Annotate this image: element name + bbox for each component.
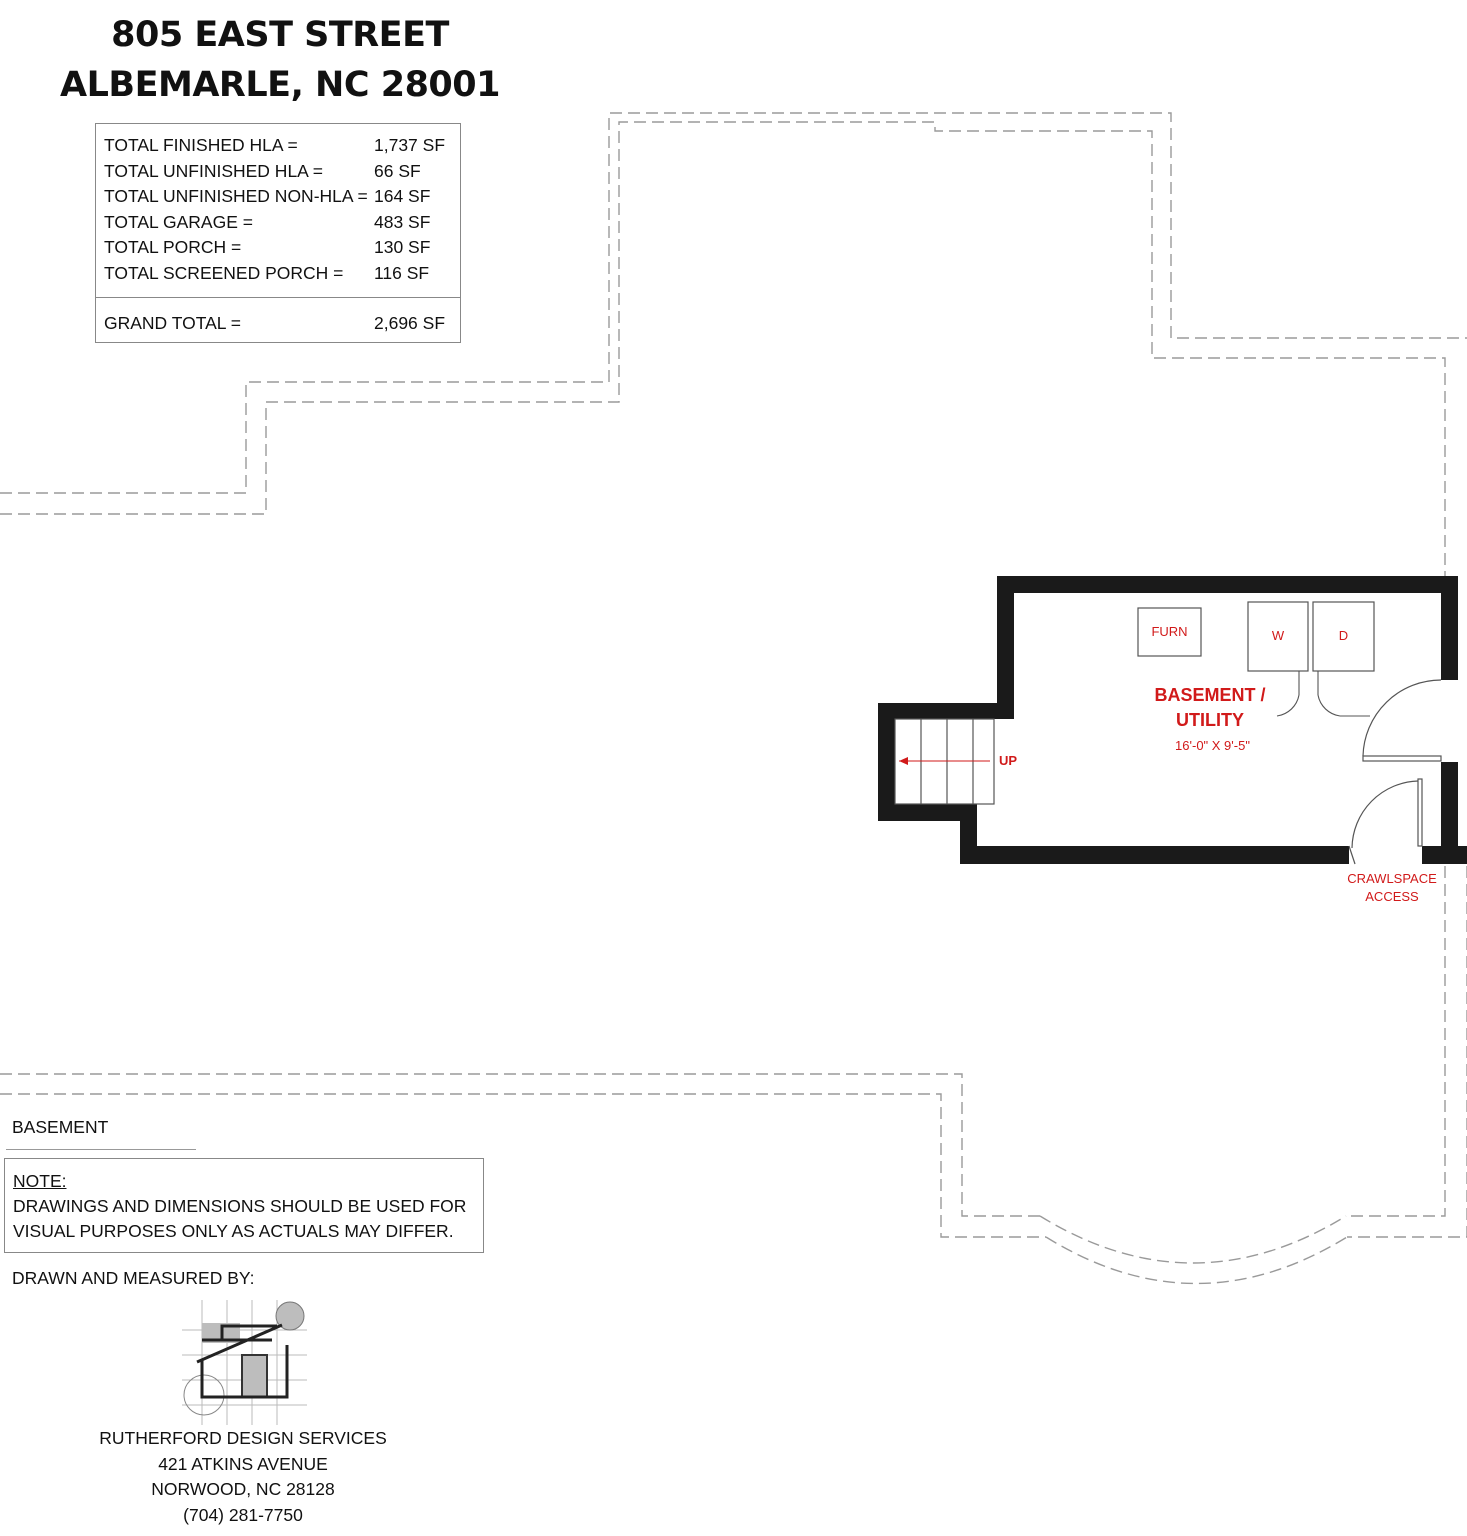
company-city: NORWOOD, NC 28128 bbox=[151, 1479, 335, 1499]
area-row-label: TOTAL UNFINISHED HLA = bbox=[104, 160, 323, 181]
crawlspace-label-line-2: ACCESS bbox=[1365, 889, 1419, 904]
wall-upper-left bbox=[997, 576, 1014, 719]
bay-window-outline-outer bbox=[1046, 1237, 1347, 1284]
bay-window-outline-inner bbox=[1040, 1216, 1346, 1263]
area-row-value: 483 SF bbox=[374, 211, 431, 232]
washer-label: W bbox=[1271, 628, 1285, 643]
area-row-label: TOTAL FINISHED HLA = bbox=[104, 135, 298, 155]
wall-top bbox=[997, 576, 1457, 593]
company-street: 421 ATKINS AVENUE bbox=[158, 1453, 328, 1474]
company-name: RUTHERFORD DESIGN SERVICES bbox=[99, 1428, 387, 1448]
crawlspace-door bbox=[1349, 779, 1422, 864]
level-underline bbox=[6, 1149, 196, 1150]
wall-stair-left bbox=[878, 703, 895, 821]
wall-bottom bbox=[960, 846, 1349, 864]
area-row-value: 130 SF bbox=[374, 237, 431, 257]
note-box bbox=[4, 1158, 484, 1253]
right-house-outline-outer bbox=[1347, 866, 1467, 1237]
wall-right-upper bbox=[1441, 576, 1458, 680]
area-row-label: TOTAL UNFINISHED NON-HLA = bbox=[104, 186, 368, 206]
wall-step-top bbox=[878, 703, 1014, 719]
area-row-value: 1,737 SF bbox=[374, 135, 446, 155]
grand-total-label: GRAND TOTAL = bbox=[104, 313, 241, 333]
address-line-2: ALBEMARLE, NC 28001 bbox=[60, 65, 500, 105]
crawlspace-label-line-1: CRAWLSPACE bbox=[1347, 871, 1437, 886]
room-name-line-2: UTILITY bbox=[1176, 710, 1244, 730]
company-phone: (704) 281-7750 bbox=[183, 1504, 303, 1525]
grand-total-value: 2,696 SF bbox=[374, 313, 446, 333]
area-row-label: TOTAL GARAGE = bbox=[104, 211, 253, 232]
furnace-label: FURN bbox=[1151, 624, 1188, 639]
company-block bbox=[60, 1426, 426, 1528]
exterior-door bbox=[1363, 680, 1441, 761]
upper-house-outline-inner bbox=[0, 122, 1445, 578]
area-row-value: 116 SF bbox=[374, 262, 430, 283]
room-dimensions: 16'-0" X 9'-5" bbox=[1175, 738, 1250, 753]
wall-right-lower bbox=[1441, 762, 1458, 864]
room-name-line-1: BASEMENT / bbox=[1154, 685, 1266, 705]
area-row-label: TOTAL PORCH = bbox=[104, 237, 242, 257]
note-body: DRAWINGS AND DIMENSIONS SHOULD BE USED FOR VISUAL PURPOSES ONLY AS ACTUALS MAY DIFFER. bbox=[13, 1196, 467, 1241]
address-line-1: 805 EAST STREET bbox=[111, 15, 449, 55]
area-row-label: TOTAL SCREENED PORCH = bbox=[104, 262, 344, 283]
dryer-label: D bbox=[1338, 628, 1349, 643]
level-label: BASEMENT bbox=[12, 1117, 109, 1137]
note-heading: NOTE: bbox=[13, 1171, 67, 1191]
upper-house-outline-outer bbox=[0, 113, 1467, 493]
right-house-outline-inner bbox=[1346, 866, 1445, 1216]
area-row-value: 66 SF bbox=[374, 160, 421, 181]
rutherford-logo-icon bbox=[182, 1300, 307, 1425]
stairs bbox=[895, 719, 994, 804]
stairs-up-label: UP bbox=[998, 753, 1018, 768]
drawn-by-label: DRAWN AND MEASURED BY: bbox=[12, 1268, 255, 1288]
area-row-value: 164 SF bbox=[374, 186, 431, 206]
